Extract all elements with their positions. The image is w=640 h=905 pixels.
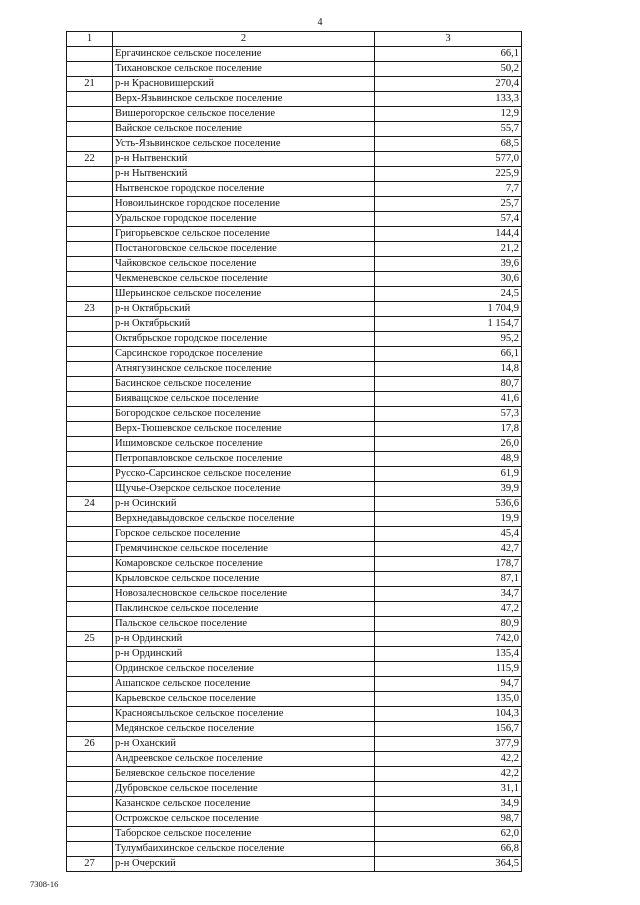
municipality-name-cell: Медянское сельское поселение (113, 722, 375, 737)
amount-cell: 42,2 (375, 767, 522, 782)
row-number-cell (67, 842, 113, 857)
row-number-cell (67, 482, 113, 497)
municipality-name-cell: р-н Осинский (113, 497, 375, 512)
amount-cell: 14,8 (375, 362, 522, 377)
table-row (67, 722, 522, 737)
table-row (67, 797, 522, 812)
amount-cell: 87,1 (375, 572, 522, 587)
row-number-cell (67, 422, 113, 437)
municipality-name-cell: Басинское сельское поселение (113, 377, 375, 392)
table-row (67, 167, 522, 182)
row-number-cell (67, 827, 113, 842)
amount-cell: 34,7 (375, 587, 522, 602)
amount-cell: 225,9 (375, 167, 522, 182)
table-row (67, 242, 522, 257)
amount-cell: 66,1 (375, 347, 522, 362)
table-row (67, 557, 522, 572)
municipality-name-cell: Паклинское сельское поселение (113, 602, 375, 617)
amount-cell: 80,9 (375, 617, 522, 632)
municipality-name-cell: р-н Нытвенский (113, 167, 375, 182)
amount-cell: 156,7 (375, 722, 522, 737)
row-number-cell (67, 257, 113, 272)
amount-cell: 62,0 (375, 827, 522, 842)
data-table (66, 31, 522, 872)
table-row (67, 662, 522, 677)
row-number-cell: 23 (67, 302, 113, 317)
amount-cell: 95,2 (375, 332, 522, 347)
amount-cell: 12,9 (375, 107, 522, 122)
row-number-cell (67, 362, 113, 377)
table-row (67, 257, 522, 272)
amount-cell: 57,3 (375, 407, 522, 422)
amount-cell: 31,1 (375, 782, 522, 797)
row-number-cell (67, 467, 113, 482)
amount-cell: 30,6 (375, 272, 522, 287)
municipality-name-cell: Богородское сельское поселение (113, 407, 375, 422)
row-number-cell (67, 332, 113, 347)
municipality-name-cell: Вишерогорское сельское поселение (113, 107, 375, 122)
table-row (67, 407, 522, 422)
amount-cell: 364,5 (375, 857, 522, 872)
row-number-cell: 22 (67, 152, 113, 167)
municipality-name-cell: Карьевское сельское поселение (113, 692, 375, 707)
table-row (67, 782, 522, 797)
table-row (67, 392, 522, 407)
row-number-cell (67, 677, 113, 692)
table-row (67, 152, 522, 167)
municipality-name-cell: Верхнедавыдовское сельское поселение (113, 512, 375, 527)
amount-cell: 45,4 (375, 527, 522, 542)
row-number-cell (67, 197, 113, 212)
amount-cell: 24,5 (375, 287, 522, 302)
row-number-cell (67, 167, 113, 182)
municipality-name-cell: Щучье-Озерское сельское поселение (113, 482, 375, 497)
header-col-1: 1 (67, 32, 113, 47)
row-number-cell (67, 662, 113, 677)
municipality-name-cell: Беляевское сельское поселение (113, 767, 375, 782)
municipality-name-cell: Красноясыльское сельское поселение (113, 707, 375, 722)
municipality-name-cell: Постаноговское сельское поселение (113, 242, 375, 257)
municipality-name-cell: Ергачинское сельское поселение (113, 47, 375, 62)
table-row (67, 437, 522, 452)
row-number-cell (67, 347, 113, 362)
table-row (67, 362, 522, 377)
table-body (67, 47, 522, 872)
amount-cell: 144,4 (375, 227, 522, 242)
amount-cell: 55,7 (375, 122, 522, 137)
row-number-cell: 25 (67, 632, 113, 647)
municipality-name-cell: Шерьинское сельское поселение (113, 287, 375, 302)
table-row (67, 692, 522, 707)
table-row (67, 332, 522, 347)
municipality-name-cell: Острожское сельское поселение (113, 812, 375, 827)
row-number-cell (67, 542, 113, 557)
municipality-name-cell: Тулумбаихинское сельское поселение (113, 842, 375, 857)
row-number-cell (67, 782, 113, 797)
document-code: 7308-16 (30, 879, 59, 889)
row-number-cell (67, 242, 113, 257)
row-number-cell: 26 (67, 737, 113, 752)
amount-cell: 39,9 (375, 482, 522, 497)
municipality-name-cell: Верх-Язьвинское сельское поселение (113, 92, 375, 107)
row-number-cell (67, 707, 113, 722)
amount-cell: 115,9 (375, 662, 522, 677)
row-number-cell: 27 (67, 857, 113, 872)
municipality-name-cell: Новоильинское городское поселение (113, 197, 375, 212)
row-number-cell (67, 317, 113, 332)
row-number-cell (67, 752, 113, 767)
amount-cell: 61,9 (375, 467, 522, 482)
table-row (67, 197, 522, 212)
row-number-cell (67, 212, 113, 227)
table-row (67, 812, 522, 827)
row-number-cell (67, 647, 113, 662)
amount-cell: 48,9 (375, 452, 522, 467)
table-row (67, 272, 522, 287)
amount-cell: 135,4 (375, 647, 522, 662)
row-number-cell (67, 47, 113, 62)
table-row (67, 542, 522, 557)
municipality-name-cell: Андреевское сельское поселение (113, 752, 375, 767)
table-row (67, 587, 522, 602)
amount-cell: 133,3 (375, 92, 522, 107)
table-row (67, 422, 522, 437)
table-row (67, 572, 522, 587)
municipality-name-cell: Нытвенское городское поселение (113, 182, 375, 197)
amount-cell: 577,0 (375, 152, 522, 167)
amount-cell: 377,9 (375, 737, 522, 752)
amount-cell: 270,4 (375, 77, 522, 92)
table-row (67, 497, 522, 512)
municipality-name-cell: Сарсинское городское поселение (113, 347, 375, 362)
row-number-cell (67, 437, 113, 452)
table-row (67, 827, 522, 842)
row-number-cell (67, 512, 113, 527)
municipality-name-cell: р-н Нытвенский (113, 152, 375, 167)
table-row (67, 512, 522, 527)
municipality-name-cell: Атнягузинское сельское поселение (113, 362, 375, 377)
municipality-name-cell: р-н Ординский (113, 647, 375, 662)
table-row (67, 857, 522, 872)
amount-cell: 19,9 (375, 512, 522, 527)
row-number-cell (67, 692, 113, 707)
table-row (67, 212, 522, 227)
row-number-cell (67, 122, 113, 137)
row-number-cell (67, 62, 113, 77)
row-number-cell (67, 812, 113, 827)
table-row (67, 677, 522, 692)
row-number-cell (67, 767, 113, 782)
table-row (67, 302, 522, 317)
table-row (67, 62, 522, 77)
page-number: 4 (317, 17, 323, 28)
row-number-cell (67, 92, 113, 107)
row-number-cell (67, 722, 113, 737)
municipality-name-cell: Чекменевское сельское поселение (113, 272, 375, 287)
table-row (67, 842, 522, 857)
municipality-name-cell: р-н Красновишерский (113, 77, 375, 92)
municipality-name-cell: Тихановское сельское поселение (113, 62, 375, 77)
row-number-cell (67, 587, 113, 602)
amount-cell: 98,7 (375, 812, 522, 827)
table-row (67, 737, 522, 752)
table-row (67, 182, 522, 197)
amount-cell: 17,8 (375, 422, 522, 437)
municipality-name-cell: Русско-Сарсинское сельское поселение (113, 467, 375, 482)
amount-cell: 80,7 (375, 377, 522, 392)
row-number-cell (67, 572, 113, 587)
row-number-cell (67, 452, 113, 467)
row-number-cell (67, 602, 113, 617)
amount-cell: 26,0 (375, 437, 522, 452)
table-row (67, 317, 522, 332)
amount-cell: 47,2 (375, 602, 522, 617)
row-number-cell (67, 557, 113, 572)
municipality-name-cell: Горское сельское поселение (113, 527, 375, 542)
header-row (67, 32, 522, 47)
amount-cell: 25,7 (375, 197, 522, 212)
amount-cell: 742,0 (375, 632, 522, 647)
amount-cell: 39,6 (375, 257, 522, 272)
amount-cell: 34,9 (375, 797, 522, 812)
municipality-name-cell: р-н Ординский (113, 632, 375, 647)
table-row (67, 752, 522, 767)
amount-cell: 66,1 (375, 47, 522, 62)
municipality-name-cell: Ординское сельское поселение (113, 662, 375, 677)
amount-cell: 42,2 (375, 752, 522, 767)
table-row (67, 767, 522, 782)
row-number-cell (67, 287, 113, 302)
municipality-name-cell: Ашапское сельское поселение (113, 677, 375, 692)
municipality-name-cell: Крыловское сельское поселение (113, 572, 375, 587)
row-number-cell (67, 107, 113, 122)
row-number-cell (67, 137, 113, 152)
municipality-name-cell: Чайковское сельское поселение (113, 257, 375, 272)
table-row (67, 227, 522, 242)
row-number-cell: 24 (67, 497, 113, 512)
row-number-cell (67, 797, 113, 812)
table-row (67, 632, 522, 647)
table-row (67, 467, 522, 482)
table-row (67, 647, 522, 662)
row-number-cell (67, 392, 113, 407)
municipality-name-cell: Григорьевское сельское поселение (113, 227, 375, 242)
amount-cell: 7,7 (375, 182, 522, 197)
municipality-name-cell: Усть-Язьвинское сельское поселение (113, 137, 375, 152)
table-row (67, 77, 522, 92)
table-row (67, 107, 522, 122)
amount-cell: 68,5 (375, 137, 522, 152)
table-row (67, 482, 522, 497)
table-row (67, 137, 522, 152)
municipality-name-cell: р-н Очерский (113, 857, 375, 872)
table-row (67, 47, 522, 62)
table-row (67, 287, 522, 302)
amount-cell: 1 154,7 (375, 317, 522, 332)
table-row (67, 452, 522, 467)
municipality-name-cell: р-н Октябрьский (113, 302, 375, 317)
table-header (67, 32, 522, 47)
amount-cell: 21,2 (375, 242, 522, 257)
municipality-name-cell: Комаровское сельское поселение (113, 557, 375, 572)
table-row (67, 602, 522, 617)
table-row (67, 617, 522, 632)
municipality-name-cell: р-н Октябрьский (113, 317, 375, 332)
municipality-name-cell: Ишимовское сельское поселение (113, 437, 375, 452)
amount-cell: 178,7 (375, 557, 522, 572)
amount-cell: 104,3 (375, 707, 522, 722)
amount-cell: 50,2 (375, 62, 522, 77)
table-row (67, 92, 522, 107)
amount-cell: 94,7 (375, 677, 522, 692)
municipality-name-cell: Дубровское сельское поселение (113, 782, 375, 797)
row-number-cell (67, 272, 113, 287)
header-col-2: 2 (113, 32, 375, 47)
header-col-3: 3 (375, 32, 522, 47)
amount-cell: 1 704,9 (375, 302, 522, 317)
municipality-name-cell: Пальское сельское поселение (113, 617, 375, 632)
amount-cell: 41,6 (375, 392, 522, 407)
municipality-name-cell: Гремячинское сельское поселение (113, 542, 375, 557)
municipality-name-cell: Бияващское сельское поселение (113, 392, 375, 407)
municipality-name-cell: Верх-Тюшевское сельское поселение (113, 422, 375, 437)
row-number-cell (67, 407, 113, 422)
row-number-cell: 21 (67, 77, 113, 92)
amount-cell: 42,7 (375, 542, 522, 557)
municipality-name-cell: Таборское сельское поселение (113, 827, 375, 842)
row-number-cell (67, 377, 113, 392)
municipality-name-cell: Уральское городское поселение (113, 212, 375, 227)
amount-cell: 536,6 (375, 497, 522, 512)
municipality-name-cell: Петропавловское сельское поселение (113, 452, 375, 467)
municipality-name-cell: р-н Оханский (113, 737, 375, 752)
row-number-cell (67, 182, 113, 197)
amount-cell: 66,8 (375, 842, 522, 857)
table-row (67, 707, 522, 722)
table-row (67, 122, 522, 137)
row-number-cell (67, 527, 113, 542)
table-row (67, 527, 522, 542)
municipality-name-cell: Вайское сельское поселение (113, 122, 375, 137)
table-row (67, 347, 522, 362)
row-number-cell (67, 617, 113, 632)
amount-cell: 135,0 (375, 692, 522, 707)
table-row (67, 377, 522, 392)
municipality-name-cell: Октябрьское городское поселение (113, 332, 375, 347)
municipality-name-cell: Новозалесновское сельское поселение (113, 587, 375, 602)
row-number-cell (67, 227, 113, 242)
municipality-name-cell: Казанское сельское поселение (113, 797, 375, 812)
amount-cell: 57,4 (375, 212, 522, 227)
